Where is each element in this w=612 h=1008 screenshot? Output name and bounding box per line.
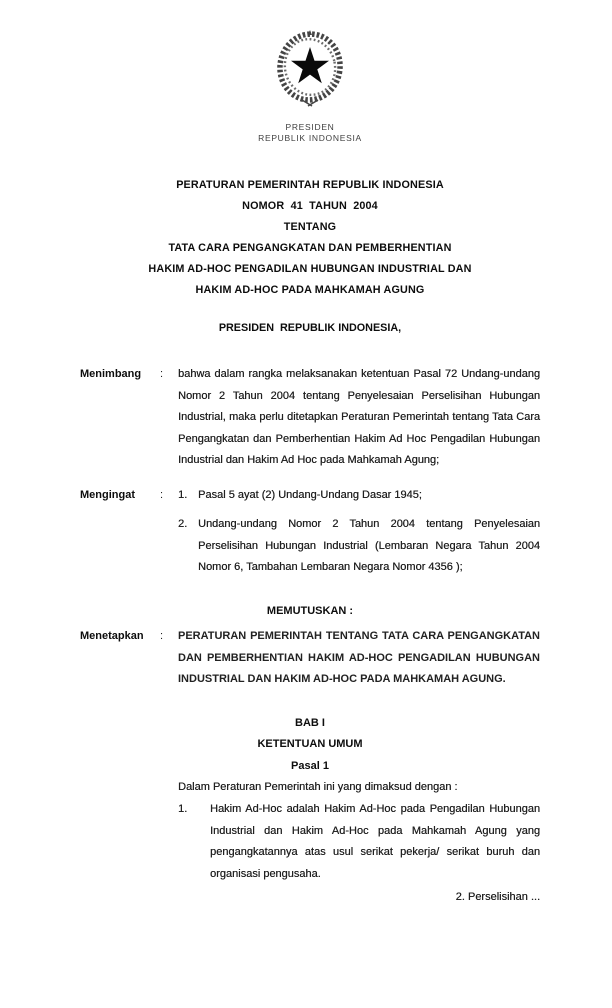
mengingat-list <box>178 485 540 579</box>
pasal-item-1-number: 1. <box>178 803 188 815</box>
agency-line-presiden: PRESIDEN <box>285 122 335 132</box>
pasal-intro: Dalam Peraturan Pemerintah ini yang dimaksud dengan : <box>178 781 458 793</box>
mengingat-item-2 <box>178 514 540 579</box>
pasal-heading: Pasal 1 <box>291 759 329 772</box>
doc-title-line-6: HAKIM AD-HOC PADA MAHKAMAH AGUNG <box>195 284 425 296</box>
memutuskan-heading: MEMUTUSKAN : <box>266 604 354 617</box>
salutation-line: PRESIDEN REPUBLIK INDONESIA, <box>218 322 402 334</box>
continuation-note: 2. Perselisihan ... <box>455 891 540 903</box>
agency-name <box>80 122 540 144</box>
pasal-item-1-text: Hakim Ad-Hoc adalah Hakim Ad-Hoc pada Pengadilan Hubungan Industrial dan Hakim Ad-Hoc pada Mahkamah Agung yang pengangkatannya atas usul serikat pekerja/ serikat buruh dan organisasi pengusaha. <box>210 803 540 880</box>
menimbang-text: bahwa dalam rangka melaksanakan ketentuan Pasal 72 Undang-undang Nomor 2 Tahun 2004 tentang Penyelesaian Perselisihan Hubungan Industrial, maka perlu ditetapkan Peraturan Pemerintah tentang Tata Cara Pengangkatan dan Pemberhentian Hakim Ad Hoc Pengadilan Hubungan Industrial dan Hakim Ad Hoc pada Mahkamah Agung; <box>178 368 540 466</box>
bab-number: BAB I <box>295 716 325 729</box>
menetapkan-label: Menetapkan <box>80 630 144 642</box>
star-icon <box>291 47 329 83</box>
menimbang-colon: : <box>160 368 164 380</box>
clause-mengingat <box>80 485 540 579</box>
menetapkan-colon: : <box>160 630 164 642</box>
doc-title <box>80 175 540 301</box>
agency-line-republik-indonesia: REPUBLIK INDONESIA <box>258 133 362 143</box>
doc-title-line-5: HAKIM AD-HOC PENGADILAN HUBUNGAN INDUSTRIAL DAN <box>148 263 472 275</box>
clause-menimbang <box>80 364 540 472</box>
page-header <box>80 28 540 144</box>
doc-title-line-3: TENTANG <box>283 221 337 233</box>
pasal-body <box>178 777 540 885</box>
mengingat-label: Mengingat <box>80 488 135 501</box>
presidential-seal-icon <box>271 28 349 110</box>
pasal-item-1 <box>178 799 540 885</box>
mengingat-item-1-text: Pasal 5 ayat (2) Undang-Undang Dasar 1945; <box>198 488 422 501</box>
doc-title-line-1: PERATURAN PEMERINTAH REPUBLIK INDONESIA <box>176 179 444 191</box>
mengingat-colon: : <box>160 488 164 501</box>
doc-title-line-4: TATA CARA PENGANGKATAN DAN PEMBERHENTIAN <box>168 242 452 254</box>
doc-title-line-2: NOMOR 41 TAHUN 2004 <box>242 200 378 212</box>
bab-title: KETENTUAN UMUM <box>257 738 363 750</box>
mengingat-item-2-text: Undang-undang Nomor 2 Tahun 2004 tentang Penyelesaian Perselisihan Hubungan Industrial (Lembaran Negara Tahun 2004 Nomor 6, Tambahan Lembaran Negara Nomor 4356 ); <box>198 518 540 573</box>
mengingat-item-2-number: 2. <box>178 518 188 530</box>
mengingat-item-1-number: 1. <box>178 488 188 501</box>
clause-menetapkan <box>80 626 540 691</box>
menetapkan-text: PERATURAN PEMERINTAH TENTANG TATA CARA PENGANGKATAN DAN PEMBERHENTIAN HAKIM AD-HOC PENGADILAN HUBUNGAN INDUSTRIAL DAN HAKIM AD-HOC PADA MAHKAMAH AGUNG. <box>178 630 540 685</box>
menimbang-label: Menimbang <box>80 368 142 380</box>
mengingat-item-1 <box>178 485 540 507</box>
